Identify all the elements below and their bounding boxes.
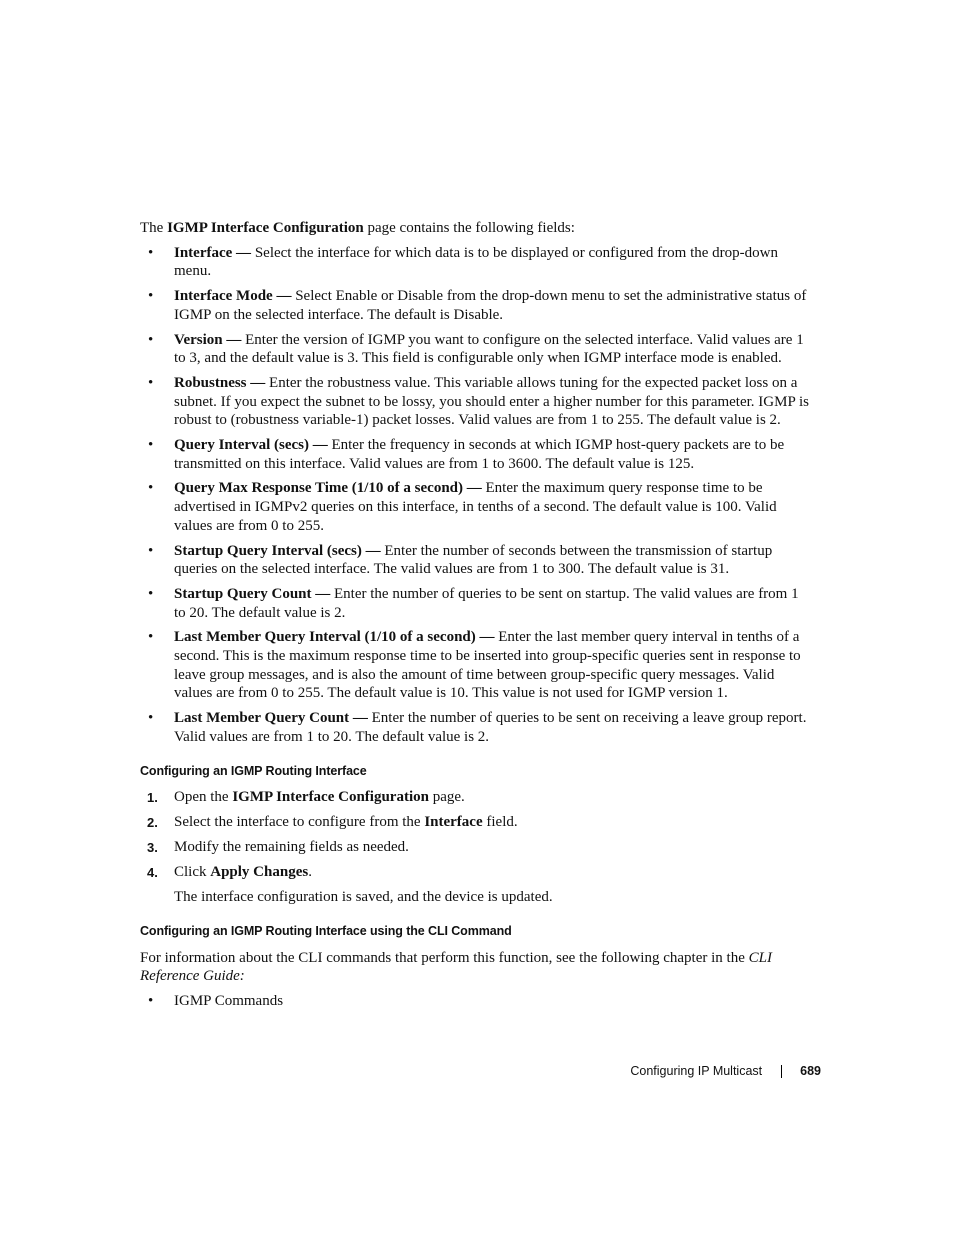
bullet-icon: • bbox=[148, 629, 154, 646]
step-text-after: . bbox=[308, 864, 312, 881]
field-desc: Enter the robustness value. This variable allows tuning for the expected packet loss on a subnet. If you expect the subnet to be lossy, you should enter a higher number for this parameter. IGMP is robust to (robustness variable-1) packet losses. Valid values are from 1 to 255. The default value is 2. bbox=[174, 374, 810, 429]
field-item-last-member-query-interval bbox=[140, 628, 812, 703]
bullet-icon: • bbox=[148, 480, 154, 497]
field-desc: Enter the last member query interval in tenths of a second. This is the maximum response time to be inserted into group-specific queries sent in response to leave group messages, and is also the amount of time between group-specific query messages. Valid values are from 0 to 255. The default value is 10. This value is not used for IGMP version 1. bbox=[174, 629, 801, 702]
step-item bbox=[140, 863, 812, 882]
bullet-icon: • bbox=[148, 244, 154, 261]
field-term: Startup Query Interval (secs) — bbox=[174, 542, 381, 559]
field-term: Query Interval (secs) — bbox=[174, 437, 328, 454]
step-text: Click bbox=[174, 864, 211, 881]
section-heading-cli-command: Configuring an IGMP Routing Interface using the CLI Command bbox=[140, 923, 512, 938]
page-footer bbox=[630, 1062, 821, 1080]
field-term: Last Member Query Count — bbox=[174, 710, 368, 727]
step-number: 4. bbox=[147, 865, 158, 881]
field-item-interface bbox=[140, 244, 812, 281]
field-desc: Enter the version of IGMP you want to configure on the selected interface. Valid values are 1 to 3, and the default value is 3. This field is configurable only when IGMP interface mode is enabled. bbox=[174, 331, 804, 367]
step-number: 2. bbox=[147, 815, 158, 831]
bullet-icon: • bbox=[148, 585, 154, 602]
step-item bbox=[140, 813, 812, 832]
field-term: Last Member Query Interval (1/10 of a second) — bbox=[174, 629, 495, 646]
field-item-startup-query-interval bbox=[140, 542, 812, 579]
footer-divider bbox=[781, 1065, 782, 1078]
cli-guide-title: CLI Reference Guide: bbox=[140, 949, 772, 985]
bullet-icon: • bbox=[148, 437, 154, 454]
step-text-after: field. bbox=[482, 814, 518, 831]
footer-chapter-title: Configuring IP Multicast bbox=[630, 1064, 763, 1078]
cli-command-list bbox=[140, 992, 812, 1011]
bullet-icon: • bbox=[148, 331, 154, 348]
cli-para-text: For information about the CLI commands that perform this function, see the following chapter in the bbox=[140, 949, 749, 966]
step-result-note: The interface configuration is saved, and the device is updated. bbox=[174, 889, 553, 906]
bullet-icon: • bbox=[148, 710, 154, 727]
cli-command-item bbox=[140, 992, 812, 1011]
field-desc: Select the interface for which data is to be displayed or configured from the drop-down menu. bbox=[174, 244, 778, 280]
field-desc: Enter the maximum query response time to be advertised in IGMPv2 queries on this interface, in tenths of a second. The default value is 100. Valid values are from 0 to 255. bbox=[174, 480, 777, 534]
procedure-steps bbox=[140, 788, 812, 882]
step-number: 3. bbox=[147, 840, 158, 856]
step-text: Modify the remaining fields as needed. bbox=[174, 839, 409, 856]
bullet-icon: • bbox=[148, 288, 154, 305]
field-term: Version — bbox=[174, 331, 242, 348]
field-desc: Enter the number of queries to be sent on startup. The valid values are from 1 to 20. The default value is 2. bbox=[174, 585, 799, 621]
cli-command-name: IGMP Commands bbox=[174, 993, 284, 1010]
bullet-icon: • bbox=[148, 374, 154, 391]
field-item-robustness bbox=[140, 374, 812, 430]
field-term: Startup Query Count — bbox=[174, 585, 331, 602]
field-item-query-max-response-time bbox=[140, 479, 812, 535]
step-item bbox=[140, 788, 812, 807]
field-list bbox=[140, 244, 812, 747]
page-number: 689 bbox=[800, 1064, 821, 1078]
page-content bbox=[140, 219, 812, 1017]
step-ui-term: IGMP Interface Configuration bbox=[232, 789, 429, 806]
field-term: Robustness — bbox=[174, 374, 266, 391]
field-item-last-member-query-count bbox=[140, 709, 812, 746]
field-term: Query Max Response Time (1/10 of a second) — bbox=[174, 480, 482, 497]
field-desc: Enter the number of seconds between the transmission of startup queries on the selected interface. The valid values are from 1 to 300. The default value is 31. bbox=[174, 542, 773, 578]
step-text: Select the interface to configure from the bbox=[174, 814, 425, 831]
section-heading-routing-interface: Configuring an IGMP Routing Interface bbox=[140, 763, 367, 778]
step-item bbox=[140, 838, 812, 857]
step-number: 1. bbox=[147, 790, 158, 806]
field-desc: Enter the frequency in seconds at which IGMP host-query packets are to be transmitted on this interface. Valid values are from 1 to 3600. The default value is 125. bbox=[174, 437, 785, 472]
bullet-icon: • bbox=[148, 993, 154, 1010]
step-ui-term: Apply Changes bbox=[210, 864, 309, 881]
step-ui-term: Interface bbox=[424, 814, 483, 831]
intro-before: The bbox=[140, 220, 168, 236]
step-text: Open the bbox=[174, 789, 233, 806]
step-text-after: page. bbox=[428, 789, 465, 806]
field-item-startup-query-count bbox=[140, 585, 812, 622]
cli-reference-paragraph bbox=[140, 949, 812, 986]
field-item-interface-mode bbox=[140, 287, 812, 324]
bullet-icon: • bbox=[148, 542, 154, 559]
field-term: Interface Mode — bbox=[174, 288, 292, 305]
intro-after: page contains the following fields: bbox=[363, 220, 575, 236]
intro-page-name: IGMP Interface Configuration bbox=[167, 220, 364, 236]
field-item-query-interval bbox=[140, 436, 812, 473]
field-term: Interface — bbox=[174, 244, 252, 261]
field-desc: Enter the number of queries to be sent on receiving a leave group report. Valid values are from 1 to 20. The default value is 2. bbox=[174, 710, 807, 745]
field-item-version bbox=[140, 331, 812, 368]
intro-paragraph bbox=[140, 219, 812, 238]
field-desc: Select Enable or Disable from the drop-down menu to set the administrative status of IGMP on the selected interface. The default is Disable. bbox=[174, 288, 807, 323]
